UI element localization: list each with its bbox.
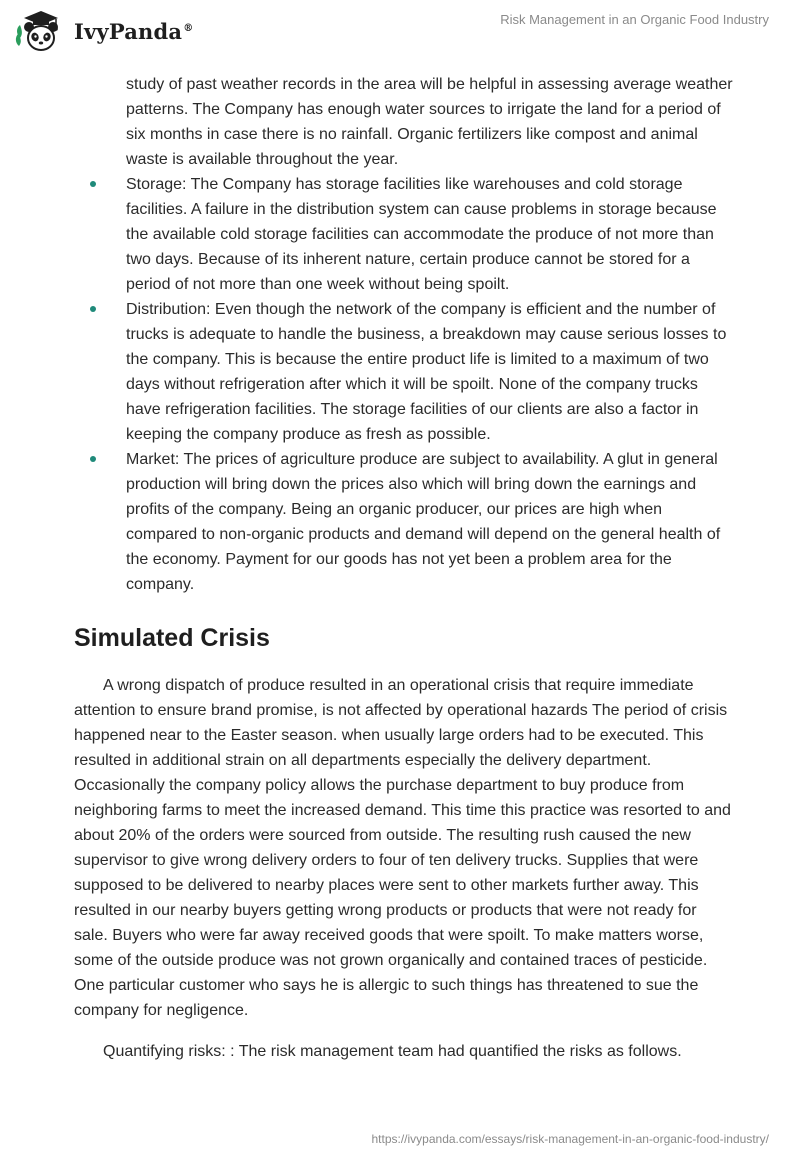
source-url[interactable]: https://ivypanda.com/essays/risk-management-in-an-organic-food-industry/ xyxy=(371,1132,769,1146)
bullet-icon xyxy=(90,456,96,462)
list-item-text: study of past weather records in the area will be helpful in assessing average weather patterns. The Company has enough water sources to irrigate the land for a period of six months in case there is no rainfall. Organic fertilizers like compost and animal waste is available throughout the year. xyxy=(126,76,733,168)
risk-bullet-list xyxy=(74,72,734,597)
body-paragraph: A wrong dispatch of produce resulted in an operational crisis that require immediate attention to ensure brand promise, is not affected by operational hazards The period of crisis happened near to the Easter season. when usually large orders had to be executed. This resulted in additional strain on all departments especially the delivery department. Occasionally the company policy allows the purchase department to buy produce from neighboring farms to meet the increased demand. This time this practice was resorted to and about 20% of the orders were sourced from outside. The resulting rush caused the new supervisor to give wrong delivery orders to four of ten delivery trucks. Supplies that were supposed to be delivered to nearby places were sent to other markets further away. This resulted in our nearby buyers getting wrong products or products that were not ready for sale. Buyers who were far away received goods that were spoilt. To make matters worse, some of the outside produce was not grown organically and contained traces of pesticide. One particular customer who says he is allergic to such things has threatened to sue the company for negligence. xyxy=(74,677,731,1019)
logo-text: IvyPanda xyxy=(74,18,183,44)
bullet-icon xyxy=(90,306,96,312)
list-item xyxy=(74,72,734,172)
list-item xyxy=(74,447,734,597)
list-item-text: Distribution: Even though the network of the company is efficient and the number of trucks is adequate to handle the business, a breakdown may cause serious losses to the company. This is because the entire product life is limited to a maximum of two days without refrigeration after which it will be spoilt. None of the company trucks have refrigeration facilities. The storage facilities of our clients are also a factor in keeping the company produce as fresh as possible. xyxy=(126,301,727,443)
panda-graduate-icon xyxy=(14,8,66,54)
page-content xyxy=(74,72,734,1080)
page-header xyxy=(0,0,800,60)
ivypanda-logo[interactable] xyxy=(14,8,193,54)
registered-mark: ® xyxy=(183,22,194,34)
list-item-text: Storage: The Company has storage facilities like warehouses and cold storage facilities. A failure in the distribution system can cause problems in storage because the available cold storage facilities can accommodate the produce of not more than two days. Because of its inherent nature, certain produce cannot be stored for a period of not more than one week without being spoilt. xyxy=(126,176,717,293)
logo-wordmark xyxy=(74,19,193,44)
document-title: Risk Management in an Organic Food Industry xyxy=(500,12,769,27)
body-paragraph: Quantifying risks: : The risk management team had quantified the risks as follows. xyxy=(103,1043,682,1060)
list-item-text: Market: The prices of agriculture produce are subject to availability. A glut in general production will bring down the prices also which will bring down the earnings and profits of the company. Being an organic producer, our prices are high when compared to non-organic products and demand will depend on the general health of the economy. Payment for our goods has not yet been a problem area for the company. xyxy=(126,451,721,593)
list-item xyxy=(74,297,734,447)
list-item xyxy=(74,172,734,297)
section-heading: Simulated Crisis xyxy=(74,624,270,652)
bullet-icon xyxy=(90,181,96,187)
